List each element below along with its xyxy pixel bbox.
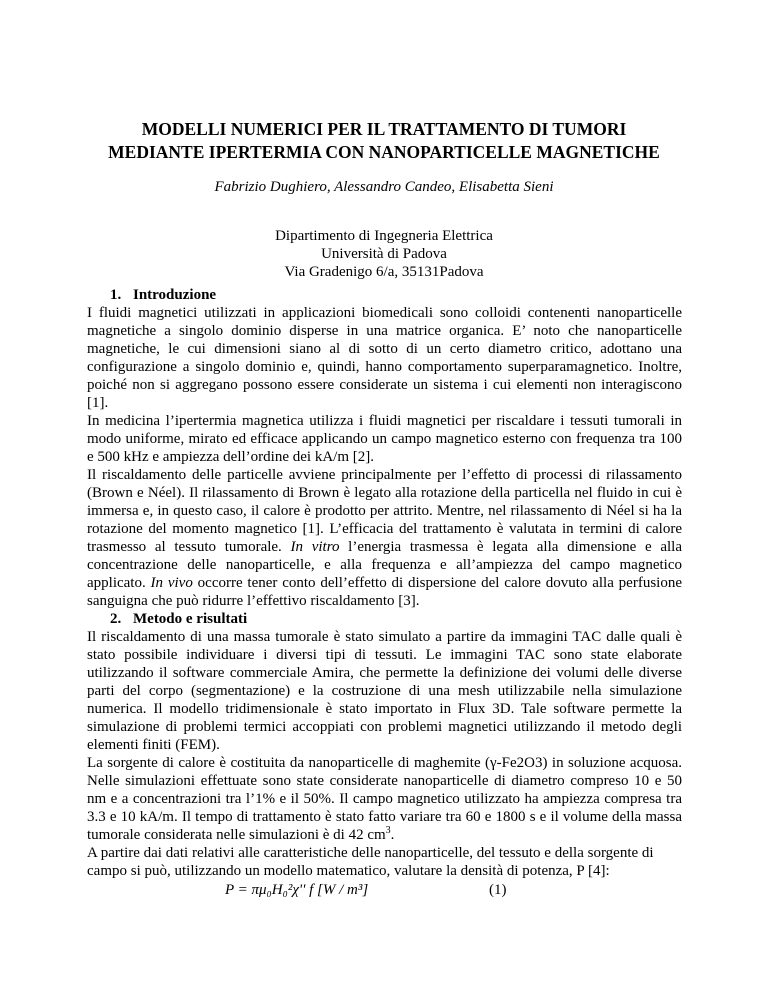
section-heading-introduzione xyxy=(87,286,682,304)
paragraph xyxy=(87,466,682,610)
equation-expression: P = πμ₀H₀²χ'' f [W / m³] xyxy=(225,882,369,898)
paragraph: Il riscaldamento di una massa tumorale è stato simulato a partire da immagini TAC dalle quali è stato possibile individuare i diversi tipi di tessuti. Le immagini TAC sono state elaborate utilizzando il software commerciale Amira, che permette la definizione dei volumi delle diverse parti del corpo (segmentazione) e la costruzione di una mesh utilizzabile nella simulazione numerica. Il modello tridimensionale è stato importato in Flux 3D. Tale software permette la simulazione di problemi termici accoppiati con problemi magnetici utilizzando il metodo degli elementi finiti (FEM). xyxy=(87,629,682,753)
text-run: l’energia trasmessa è legata alla dimensione e alla concentrazione delle nanoparticelle, e alla frequenza e all’ampiezza del campo magnetico applicato. xyxy=(87,539,682,591)
section-title: Metodo e risultati xyxy=(133,611,248,627)
equation xyxy=(87,881,682,901)
affiliation-university: Università di Padova xyxy=(321,246,447,262)
text-run: occorre tener conto dell’effetto di dispersione del calore dovuto alla perfusione sanguigna che può ridurre l’effettivo riscaldamento [3]. xyxy=(87,575,682,609)
text-run: Il riscaldamento delle particelle avviene principalmente per l’effetto di processi di rilassamento (Brown e Néel). Il rilassamento di Brown è legato alla rotazione della particella nel fluido in cui è immersa e, in questo caso, il calore è prodotto per attrito. Mentre, nel rilassamento di Néel si ha la rotazione del momento magnetico [1]. L’efficacia del trattamento è valutata in termini di calore trasmesso al tessuto tumorale. xyxy=(87,467,682,555)
title-line-1: MODELLI NUMERICI PER IL TRATTAMENTO DI TUMORI xyxy=(141,119,627,139)
paper-body xyxy=(87,286,682,901)
paragraph: In medicina l’ipertermia magnetica utilizza i fluidi magnetici per riscaldare i tessuti tumorali in modo uniforme, mirato ed efficace applicando un campo magnetico esterno con frequenza tra 100 e 500 kHz e ampiezza dell’ordine dei kA/m [2]. xyxy=(87,413,682,465)
superscript: 3 xyxy=(385,825,391,836)
paragraph: I fluidi magnetici utilizzati in applicazioni biomedicali sono colloidi contenenti nanoparticelle magnetiche a singolo dominio disperse in una matrice organica. E’ noto che nanoparticelle magnetiche, le cui dimensioni siano al di sotto di un certo diametro critico, adottano una configurazione a singolo dominio e, quindi, hanno comportamento superparamagnetico. Inoltre, poiché non si aggregano possono essere considerate un sistema i cui elementi non interagiscono [1]. xyxy=(87,305,682,411)
section-number: 1. xyxy=(110,287,122,303)
italic-term: In vitro xyxy=(290,539,340,555)
text-run: La sorgente di calore è costituita da nanoparticelle di maghemite (γ-Fe2O3) in soluzione acquosa. Nelle simulazioni effettuate sono state considerate nanoparticelle di diametro compreso 10 e 50 nm e a concentrazioni tra l’1% e il 50%. Il campo magnetico utilizzato ha ampiezza compresa tra 3.3 e 10 kA/m. Il tempo di trattamento è stato fatto variare tra 60 e 1800 s e il volume della massa tumorale considerata nelle simulazioni è di 42 cm xyxy=(87,755,682,843)
paragraph xyxy=(87,754,682,844)
text-run: . xyxy=(390,827,395,843)
paper-title xyxy=(60,118,708,164)
section-title: Introduzione xyxy=(133,287,217,303)
equation-number: (1) xyxy=(489,882,507,898)
italic-term: In vivo xyxy=(150,575,193,591)
title-line-2: MEDIANTE IPERTERMIA CON NANOPARTICELLE MAGNETICHE xyxy=(108,142,660,162)
section-heading-metodo xyxy=(87,610,682,628)
affiliation xyxy=(60,227,708,281)
affiliation-address: Via Gradenigo 6/a, 35131Padova xyxy=(284,264,484,280)
affiliation-department: Dipartimento di Ingegneria Elettrica xyxy=(275,228,493,244)
paragraph: A partire dai dati relativi alle caratteristiche delle nanoparticelle, del tessuto e della sorgente di campo si può, utilizzando un modello matematico, valutare la densità di potenza, P [4]: xyxy=(87,845,654,879)
author-list: Fabrizio Dughiero, Alessandro Candeo, Elisabetta Sieni xyxy=(214,179,554,195)
section-number: 2. xyxy=(110,611,122,627)
